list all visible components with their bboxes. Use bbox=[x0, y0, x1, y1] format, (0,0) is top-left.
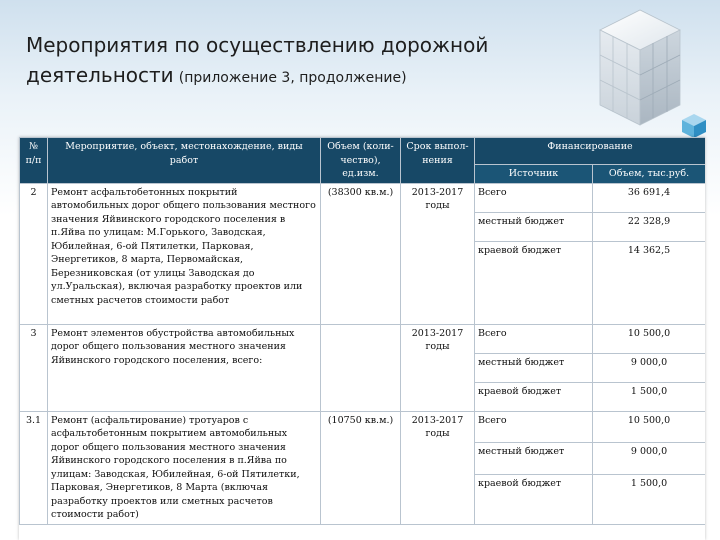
header-source: Источник bbox=[475, 165, 593, 184]
header-event: Мероприятие, объект, местонахождение, виды работ bbox=[48, 138, 321, 184]
row-volume: (10750 кв.м.) bbox=[321, 411, 401, 524]
financing-source: Всего bbox=[475, 411, 593, 443]
table-row bbox=[20, 411, 706, 443]
financing-source: местный бюджет bbox=[475, 212, 593, 241]
header-term: Срок выпол-нения bbox=[401, 138, 475, 184]
financing-amount: 14 362,5 bbox=[593, 241, 706, 324]
table-row bbox=[20, 183, 706, 212]
title-line-2: деятельности bbox=[26, 63, 174, 87]
financing-amount: 10 500,0 bbox=[593, 324, 706, 353]
table-row bbox=[20, 324, 706, 353]
slide-title bbox=[26, 30, 546, 93]
financing-source: Всего bbox=[475, 324, 593, 353]
financing-amount: 1 500,0 bbox=[593, 382, 706, 411]
row-term: 2013-2017 годы bbox=[401, 411, 475, 524]
header-volume: Объем (коли-чество), ед.изм. bbox=[321, 138, 401, 184]
financing-amount: 10 500,0 bbox=[593, 411, 706, 443]
row-event: Ремонт (асфальтирование) тротуаров с асфальтобетонным покрытием автомобильных дорог общего пользования местного значения Яйвинского городского поселения в п.Яйва по улицам: Заводская, Юбилейная, 6-ой Пятилетки, Парковая, Энергетиков, 8 Марта (включая разработку проектов или сметных расчетов стоимости работ) bbox=[48, 411, 321, 524]
cube-decoration-icon bbox=[560, 0, 720, 140]
row-num: 3 bbox=[20, 324, 48, 411]
row-term: 2013-2017 годы bbox=[401, 183, 475, 324]
financing-source: Всего bbox=[475, 183, 593, 212]
events-table bbox=[19, 137, 705, 525]
row-num: 2 bbox=[20, 183, 48, 324]
financing-amount: 1 500,0 bbox=[593, 475, 706, 524]
financing-amount: 9 000,0 bbox=[593, 353, 706, 382]
header-num: № п/п bbox=[20, 138, 48, 184]
financing-source: краевой бюджет bbox=[475, 382, 593, 411]
financing-source: местный бюджет bbox=[475, 443, 593, 475]
financing-source: местный бюджет bbox=[475, 353, 593, 382]
financing-amount: 36 691,4 bbox=[593, 183, 706, 212]
row-event: Ремонт элементов обустройства автомобильных дорог общего пользования местного значения Яйвинского городского поселения, всего: bbox=[48, 324, 321, 411]
title-line-1: Мероприятия по осуществлению дорожной bbox=[26, 33, 489, 57]
financing-source: краевой бюджет bbox=[475, 475, 593, 524]
financing-source: краевой бюджет bbox=[475, 241, 593, 324]
financing-amount: 22 328,9 bbox=[593, 212, 706, 241]
row-volume: (38300 кв.м.) bbox=[321, 183, 401, 324]
row-volume bbox=[321, 324, 401, 411]
events-table-container bbox=[19, 137, 705, 540]
row-num: 3.1 bbox=[20, 411, 48, 524]
financing-amount: 9 000,0 bbox=[593, 443, 706, 475]
row-term: 2013-2017 годы bbox=[401, 324, 475, 411]
header-financing: Финансирование bbox=[475, 138, 706, 165]
title-subtitle: (приложение 3, продолжение) bbox=[178, 70, 407, 86]
row-event: Ремонт асфальтобетонных покрытий автомобильных дорог общего пользования местного значения Яйвинского городского поселения в п.Яйва по улицам: М.Горького, Заводская, Юбилейная, 6-ой Пятилетки, Парковая, Энергетиков, 8 марта, Первомайская, Березниковская (от улицы Заводская до ул.Уральская), включая разработку проектов или сметных расчетов стоимости работ bbox=[48, 183, 321, 324]
header-amount: Объем, тыс.руб. bbox=[593, 165, 706, 184]
